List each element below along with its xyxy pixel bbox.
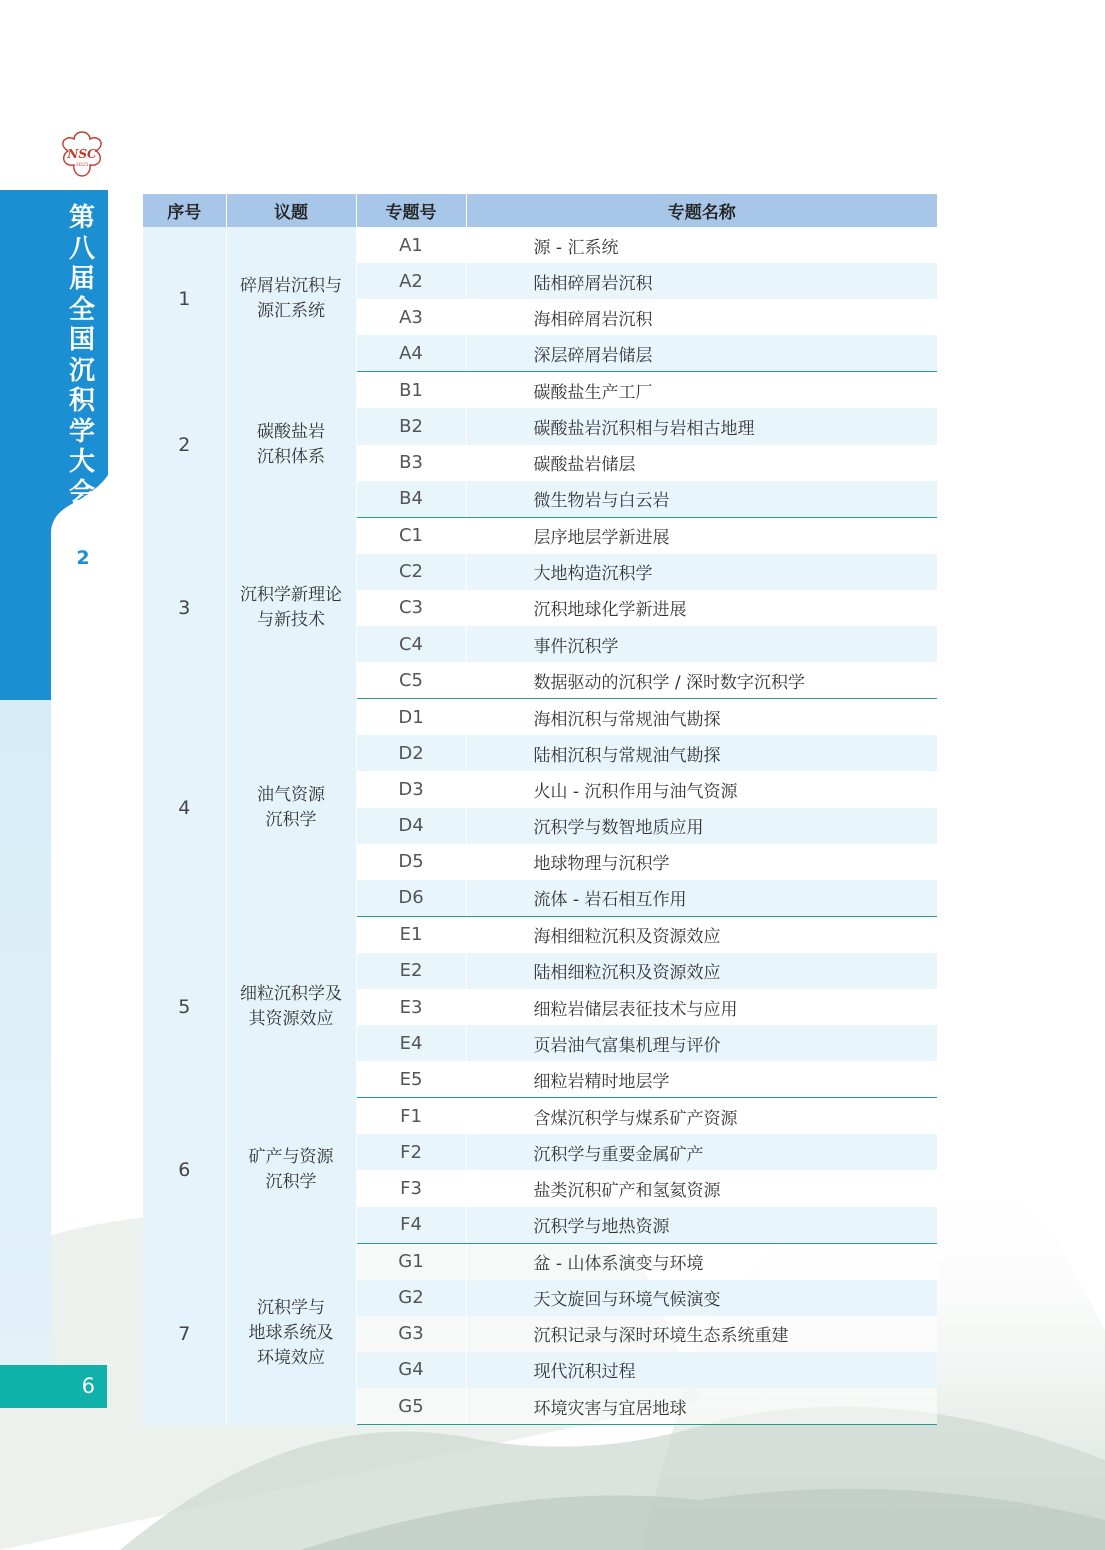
table-row — [143, 916, 937, 953]
topic-line: 沉积学与 — [257, 1298, 325, 1319]
group-seq: 4 — [143, 699, 226, 917]
topic-code: D2 — [356, 735, 466, 771]
topic-code: D6 — [356, 880, 466, 917]
topic-code: E3 — [356, 989, 466, 1025]
topic-code: G4 — [356, 1352, 466, 1388]
topic-name: 含煤沉积学与煤系矿产资源 — [466, 1098, 937, 1135]
group-seq: 7 — [143, 1243, 226, 1424]
topic-code: F3 — [356, 1170, 466, 1206]
topic-code: D1 — [356, 699, 466, 736]
header-code: 专题号 — [356, 194, 466, 227]
group-topic — [226, 1098, 356, 1243]
topic-name: 沉积记录与深时环境生态系统重建 — [466, 1316, 937, 1352]
issue-label: 号会议通知 — [72, 581, 94, 697]
topic-name: 沉积学与数智地质应用 — [466, 808, 937, 844]
topic-name: 流体 - 岩石相互作用 — [466, 880, 937, 917]
group-seq: 1 — [143, 227, 226, 372]
topic-line: 与新技术 — [257, 609, 325, 630]
topic-code: A1 — [356, 227, 466, 263]
topic-name: 深层碎屑岩储层 — [466, 335, 937, 372]
topic-line: 沉积学 — [265, 809, 317, 830]
topic-name: 碳酸盐生产工厂 — [466, 372, 937, 409]
topic-line: 沉积体系 — [257, 446, 325, 467]
topic-name: 大地构造沉积学 — [466, 554, 937, 590]
table-body — [143, 227, 937, 1425]
topic-name: 地球物理与沉积学 — [466, 844, 937, 880]
topic-code: G3 — [356, 1316, 466, 1352]
topic-name: 沉积地球化学新进展 — [466, 590, 937, 626]
group-seq: 2 — [143, 372, 226, 517]
topic-name: 海相细粒沉积及资源效应 — [466, 916, 937, 953]
topic-name: 陆相碎屑岩沉积 — [466, 263, 937, 299]
topic-code: C2 — [356, 554, 466, 590]
topic-name: 环境灾害与宜居地球 — [466, 1388, 937, 1425]
topic-code: B1 — [356, 372, 466, 409]
topic-code: G1 — [356, 1243, 466, 1280]
topic-name: 火山 - 沉积作用与油气资源 — [466, 771, 937, 807]
topic-line: 细粒沉积学及 — [240, 984, 342, 1005]
topic-code: C1 — [356, 517, 466, 554]
topic-code: A3 — [356, 299, 466, 335]
group-topic — [226, 372, 356, 517]
topic-code: E5 — [356, 1061, 466, 1098]
page-number: 6 — [0, 1365, 107, 1408]
nsc-logo — [57, 130, 107, 178]
table-row — [143, 372, 937, 409]
topic-line: 源汇系统 — [257, 301, 325, 322]
topic-line: 碳酸盐岩 — [257, 421, 325, 442]
topic-code: B4 — [356, 481, 466, 518]
topic-code: B3 — [356, 445, 466, 481]
topic-name: 数据驱动的沉积学 / 深时数字沉积学 — [466, 662, 937, 699]
header-topic: 议题 — [226, 194, 356, 227]
topic-name: 海相沉积与常规油气勘探 — [466, 699, 937, 736]
table-header-row — [143, 194, 937, 227]
group-seq: 6 — [143, 1098, 226, 1243]
topic-name: 陆相细粒沉积及资源效应 — [466, 953, 937, 989]
topic-name: 盆 - 山体系演变与环境 — [466, 1243, 937, 1280]
header-seq: 序号 — [143, 194, 226, 227]
topic-line: 矿产与资源 — [248, 1147, 334, 1168]
topic-line: 碎屑岩沉积与 — [240, 276, 342, 297]
topic-line: 环境效应 — [257, 1348, 325, 1369]
topic-name: 页岩油气富集机理与评价 — [466, 1025, 937, 1061]
topic-code: F2 — [356, 1134, 466, 1170]
table-row — [143, 699, 937, 736]
topic-name: 沉积学与重要金属矿产 — [466, 1134, 937, 1170]
topic-name: 海相碎屑岩沉积 — [466, 299, 937, 335]
topic-code: A2 — [356, 263, 466, 299]
topic-code: F1 — [356, 1098, 466, 1135]
topic-line: 油气资源 — [257, 784, 325, 805]
topic-code: E2 — [356, 953, 466, 989]
group-topic — [226, 227, 356, 372]
topic-code: E1 — [356, 916, 466, 953]
topic-name: 细粒岩储层表征技术与应用 — [466, 989, 937, 1025]
topic-name: 陆相沉积与常规油气勘探 — [466, 735, 937, 771]
topic-name: 沉积学与地热资源 — [466, 1207, 937, 1244]
topic-code: F4 — [356, 1207, 466, 1244]
topic-name: 细粒岩精时地层学 — [466, 1061, 937, 1098]
group-topic — [226, 916, 356, 1097]
topic-name: 盐类沉积矿产和氢氦资源 — [466, 1170, 937, 1206]
topic-name: 天文旋回与环境气候演变 — [466, 1280, 937, 1316]
issue-number-badge: 2 — [70, 545, 96, 571]
table-row — [143, 1243, 937, 1280]
topic-line: 沉积学新理论 — [240, 584, 342, 605]
group-seq: 5 — [143, 916, 226, 1097]
topic-code: C3 — [356, 590, 466, 626]
table-row — [143, 227, 937, 263]
topic-name: 源 - 汇系统 — [466, 227, 937, 263]
group-topic — [226, 699, 356, 917]
topic-line: 地球系统及 — [248, 1323, 334, 1344]
topic-line: 其资源效应 — [248, 1009, 334, 1030]
topic-code: C4 — [356, 626, 466, 662]
conference-title: 第八届全国沉积学大会 — [68, 203, 95, 508]
topic-code: D4 — [356, 808, 466, 844]
topic-name: 碳酸盐岩储层 — [466, 445, 937, 481]
topic-name: 事件沉积学 — [466, 626, 937, 662]
table-row — [143, 1098, 937, 1135]
topic-code: D3 — [356, 771, 466, 807]
table-row — [143, 517, 937, 554]
topic-code: C5 — [356, 662, 466, 699]
logo-text: NSC — [67, 147, 97, 161]
topic-code: A4 — [356, 335, 466, 372]
topic-code: G5 — [356, 1388, 466, 1425]
group-seq: 3 — [143, 517, 226, 698]
header-name: 专题名称 — [466, 194, 937, 227]
group-topic — [226, 517, 356, 698]
group-topic — [226, 1243, 356, 1424]
topics-table — [143, 194, 937, 1425]
topic-name: 层序地层学新进展 — [466, 517, 937, 554]
topic-code: G2 — [356, 1280, 466, 1316]
topic-code: D5 — [356, 844, 466, 880]
topic-name: 碳酸盐岩沉积相与岩相古地理 — [466, 408, 937, 444]
topic-name: 微生物岩与白云岩 — [466, 481, 937, 518]
topic-code: E4 — [356, 1025, 466, 1061]
logo-year: 2025 — [75, 162, 89, 168]
topic-name: 现代沉积过程 — [466, 1352, 937, 1388]
topic-code: B2 — [356, 408, 466, 444]
topic-line: 沉积学 — [265, 1172, 317, 1193]
